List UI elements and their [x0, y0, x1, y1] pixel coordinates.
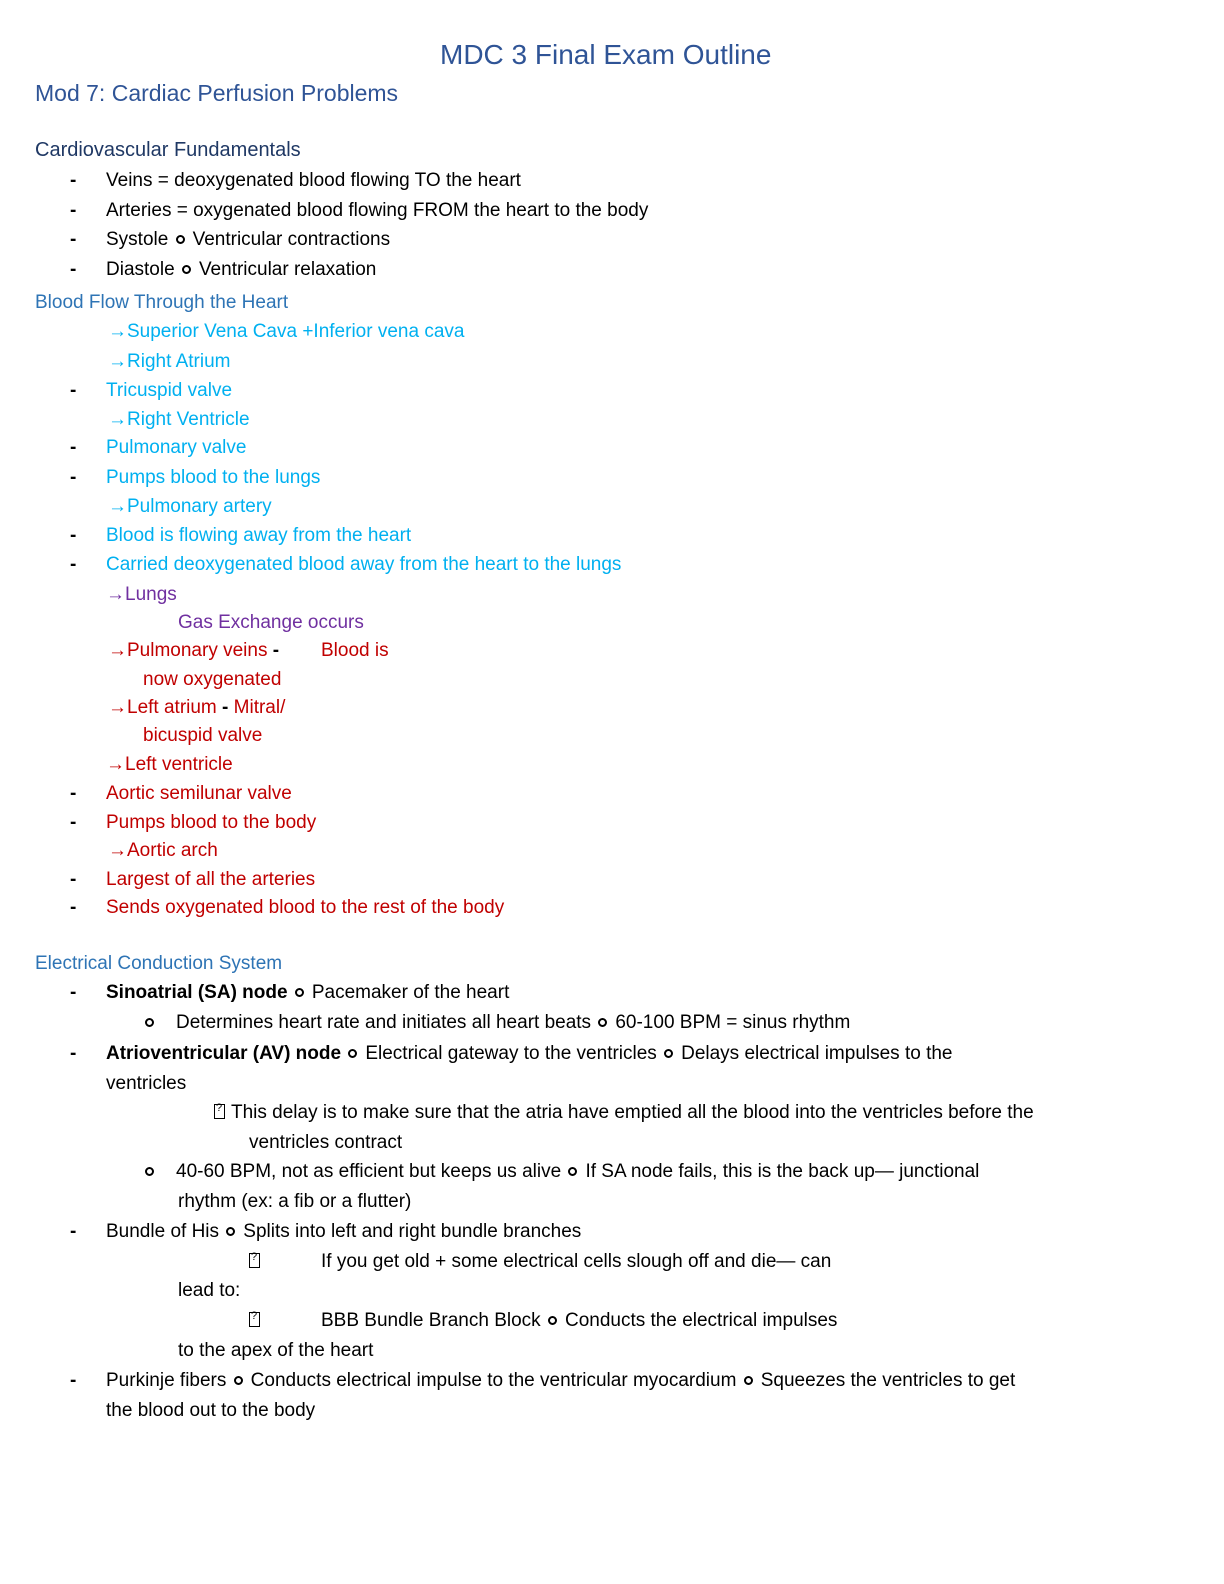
bullet-dash: - [70, 554, 77, 575]
bullet-dash: - [70, 229, 77, 250]
apex-text: to the apex of the heart [178, 1340, 374, 1361]
pulm-veins-line [108, 640, 279, 663]
now-oxygenated-text: now oxygenated [143, 669, 282, 690]
circle-bullet-icon [295, 988, 304, 997]
bbb-bullet [249, 1310, 266, 1333]
module-heading: Mod 7: Cardiac Perfusion Problems [35, 80, 399, 106]
circle-bullet-icon [145, 1018, 154, 1027]
pulm-valve-line: Pulmonary valve [106, 437, 247, 458]
bbb-line [321, 1310, 837, 1333]
missing-glyph-icon [249, 1312, 260, 1327]
his-desc: Splits into left and right bundle branches [243, 1221, 582, 1242]
av-node-line [106, 1043, 952, 1066]
purkinje-term: Purkinje fibers [106, 1370, 227, 1391]
header-mark [595, 0, 617, 6]
delay-continuation: ventricles contract [249, 1132, 403, 1153]
bpm-continuation: rhythm (ex: a fib or a flutter) [178, 1191, 412, 1212]
sa-detail-line [143, 1012, 850, 1035]
arrow-icon: → [108, 640, 127, 661]
circle-bullet-icon [664, 1049, 673, 1058]
bbb-desc: Conducts the electrical impulses [564, 1310, 838, 1331]
bullet-dash: - [70, 869, 77, 890]
circle-bullet-icon [548, 1316, 557, 1325]
pumps-body-line: Pumps blood to the body [106, 812, 317, 833]
lv-line [106, 754, 233, 777]
bullet-dash: - [70, 1370, 77, 1391]
arrow-icon: → [108, 351, 127, 372]
bullet-dash: - [70, 380, 77, 401]
ra-line [108, 351, 230, 374]
bullet-dash: - [70, 897, 77, 918]
bbb-term: BBB Bundle Branch Block [321, 1310, 541, 1331]
circle-bullet-icon [234, 1376, 243, 1385]
bullet-dash: - [70, 467, 77, 488]
bullet-dash: - [70, 170, 77, 191]
gas-exchange-line: Gas Exchange occurs [178, 612, 364, 633]
arrow-icon: → [108, 409, 127, 430]
circle-bullet-icon [744, 1376, 753, 1385]
bpm-text-1: 40-60 BPM, not as efficient but keeps us alive [176, 1161, 562, 1182]
la-line [108, 697, 285, 720]
systole-term: Systole [106, 229, 169, 250]
missing-glyph-icon [249, 1253, 260, 1268]
diastole-desc: Ventricular relaxation [198, 259, 377, 280]
carried-line: Carried deoxygenated blood away from the heart to the lungs [106, 554, 622, 575]
aortic-valve-line: Aortic semilunar valve [106, 783, 292, 804]
diastole-line [106, 259, 376, 282]
largest-line: Largest of all the arteries [106, 869, 316, 890]
pulm-veins-text: Pulmonary veins [127, 640, 268, 661]
sends-line: Sends oxygenated blood to the rest of the body [106, 897, 505, 918]
sa-detail-text: Determines heart rate and initiates all heart beats [176, 1012, 592, 1033]
rv-line [108, 409, 250, 432]
bullet-dash: - [70, 812, 77, 833]
bullet-dash: - [70, 259, 77, 280]
sa-node-desc: Pacemaker of the heart [311, 982, 510, 1003]
av-continuation: ventricles [106, 1073, 187, 1094]
lungs-text: Lungs [125, 584, 177, 605]
bullet-dash: - [70, 783, 77, 804]
sa-bpm-text: 60-100 BPM = sinus rhythm [615, 1012, 851, 1033]
lead-to-text: lead to: [178, 1280, 241, 1301]
circle-bullet-icon [182, 265, 191, 274]
purkinje-continuation: the blood out to the body [106, 1400, 316, 1421]
arteries-line: Arteries = oxygenated blood flowing FROM the heart to the body [106, 200, 649, 221]
his-line [106, 1221, 581, 1244]
circle-bullet-icon [348, 1049, 357, 1058]
flowing-away-line: Blood is flowing away from the heart [106, 525, 412, 546]
aortic-arch-line [108, 840, 218, 863]
old-text: If you get old + some electrical cells slough off and die— can [321, 1251, 832, 1272]
circle-bullet-icon [568, 1167, 577, 1176]
arrow-icon: → [106, 754, 125, 775]
pulm-artery-text: Pulmonary artery [127, 496, 272, 517]
bullet-dash: - [70, 200, 77, 221]
arrow-icon: → [108, 840, 127, 861]
circle-bullet-icon [598, 1018, 607, 1027]
av-node-term: Atrioventricular (AV) node [106, 1043, 342, 1064]
lungs-line [106, 584, 177, 607]
ra-text: Right Atrium [127, 351, 231, 372]
circle-bullet-icon [145, 1167, 154, 1176]
mitral-text: Mitral/ [233, 697, 286, 718]
pumps-lungs-line: Pumps blood to the lungs [106, 467, 321, 488]
av-desc-2: Delays electrical impulses to the [681, 1043, 953, 1064]
la-text: Left atrium [127, 697, 217, 718]
delay-line [214, 1102, 1034, 1125]
aortic-arch-text: Aortic arch [127, 840, 218, 861]
bpm-line [143, 1161, 979, 1184]
bpm-text-2: If SA node fails, this is the back up— junctional [585, 1161, 980, 1182]
bullet-dash: - [70, 982, 77, 1003]
bullet-dash: - [70, 525, 77, 546]
arrow-icon: → [108, 496, 127, 517]
document-title: MDC 3 Final Exam Outline [440, 39, 772, 70]
electrical-heading: Electrical Conduction System [35, 953, 283, 974]
circle-bullet-icon [226, 1227, 235, 1236]
missing-glyph-icon [214, 1104, 225, 1119]
old-bullet [249, 1251, 266, 1274]
lv-text: Left ventricle [125, 754, 233, 775]
purkinje-desc-1: Conducts electrical impulse to the ventricular myocardium [250, 1370, 737, 1391]
purkinje-desc-2: Squeezes the ventricles to get [760, 1370, 1016, 1391]
arrow-icon: → [108, 697, 127, 718]
bullet-dash: - [70, 1221, 77, 1242]
inline-dash: - [222, 697, 229, 718]
circle-bullet-icon [176, 235, 185, 244]
systole-line [106, 229, 390, 252]
bullet-dash: - [70, 1043, 77, 1064]
delay-text: This delay is to make sure that the atria have emptied all the blood into the ventricles before the [231, 1102, 1034, 1123]
rv-text: Right Ventricle [127, 409, 250, 430]
his-term: Bundle of His [106, 1221, 220, 1242]
svc-text: Superior Vena Cava +Inferior vena cava [127, 321, 465, 342]
arrow-icon: → [108, 321, 127, 342]
bicuspid-text: bicuspid valve [143, 725, 263, 746]
diastole-term: Diastole [106, 259, 175, 280]
bullet-dash: - [70, 437, 77, 458]
inline-dash: - [272, 640, 280, 661]
arrow-icon: → [106, 584, 125, 605]
av-desc-1: Electrical gateway to the ventricles [365, 1043, 657, 1064]
veins-line: Veins = deoxygenated blood flowing TO the heart [106, 170, 521, 191]
systole-desc: Ventricular contractions [192, 229, 391, 250]
purkinje-line [106, 1370, 1015, 1393]
svc-line [108, 321, 464, 344]
sa-node-term: Sinoatrial (SA) node [106, 982, 288, 1003]
bloodflow-heading: Blood Flow Through the Heart [35, 292, 289, 313]
sa-node-line [106, 982, 509, 1005]
pulm-artery-line [108, 496, 272, 519]
tricuspid-line: Tricuspid valve [106, 380, 233, 401]
cardio-heading: Cardiovascular Fundamentals [35, 139, 301, 161]
blood-is-text: Blood is [321, 640, 389, 661]
